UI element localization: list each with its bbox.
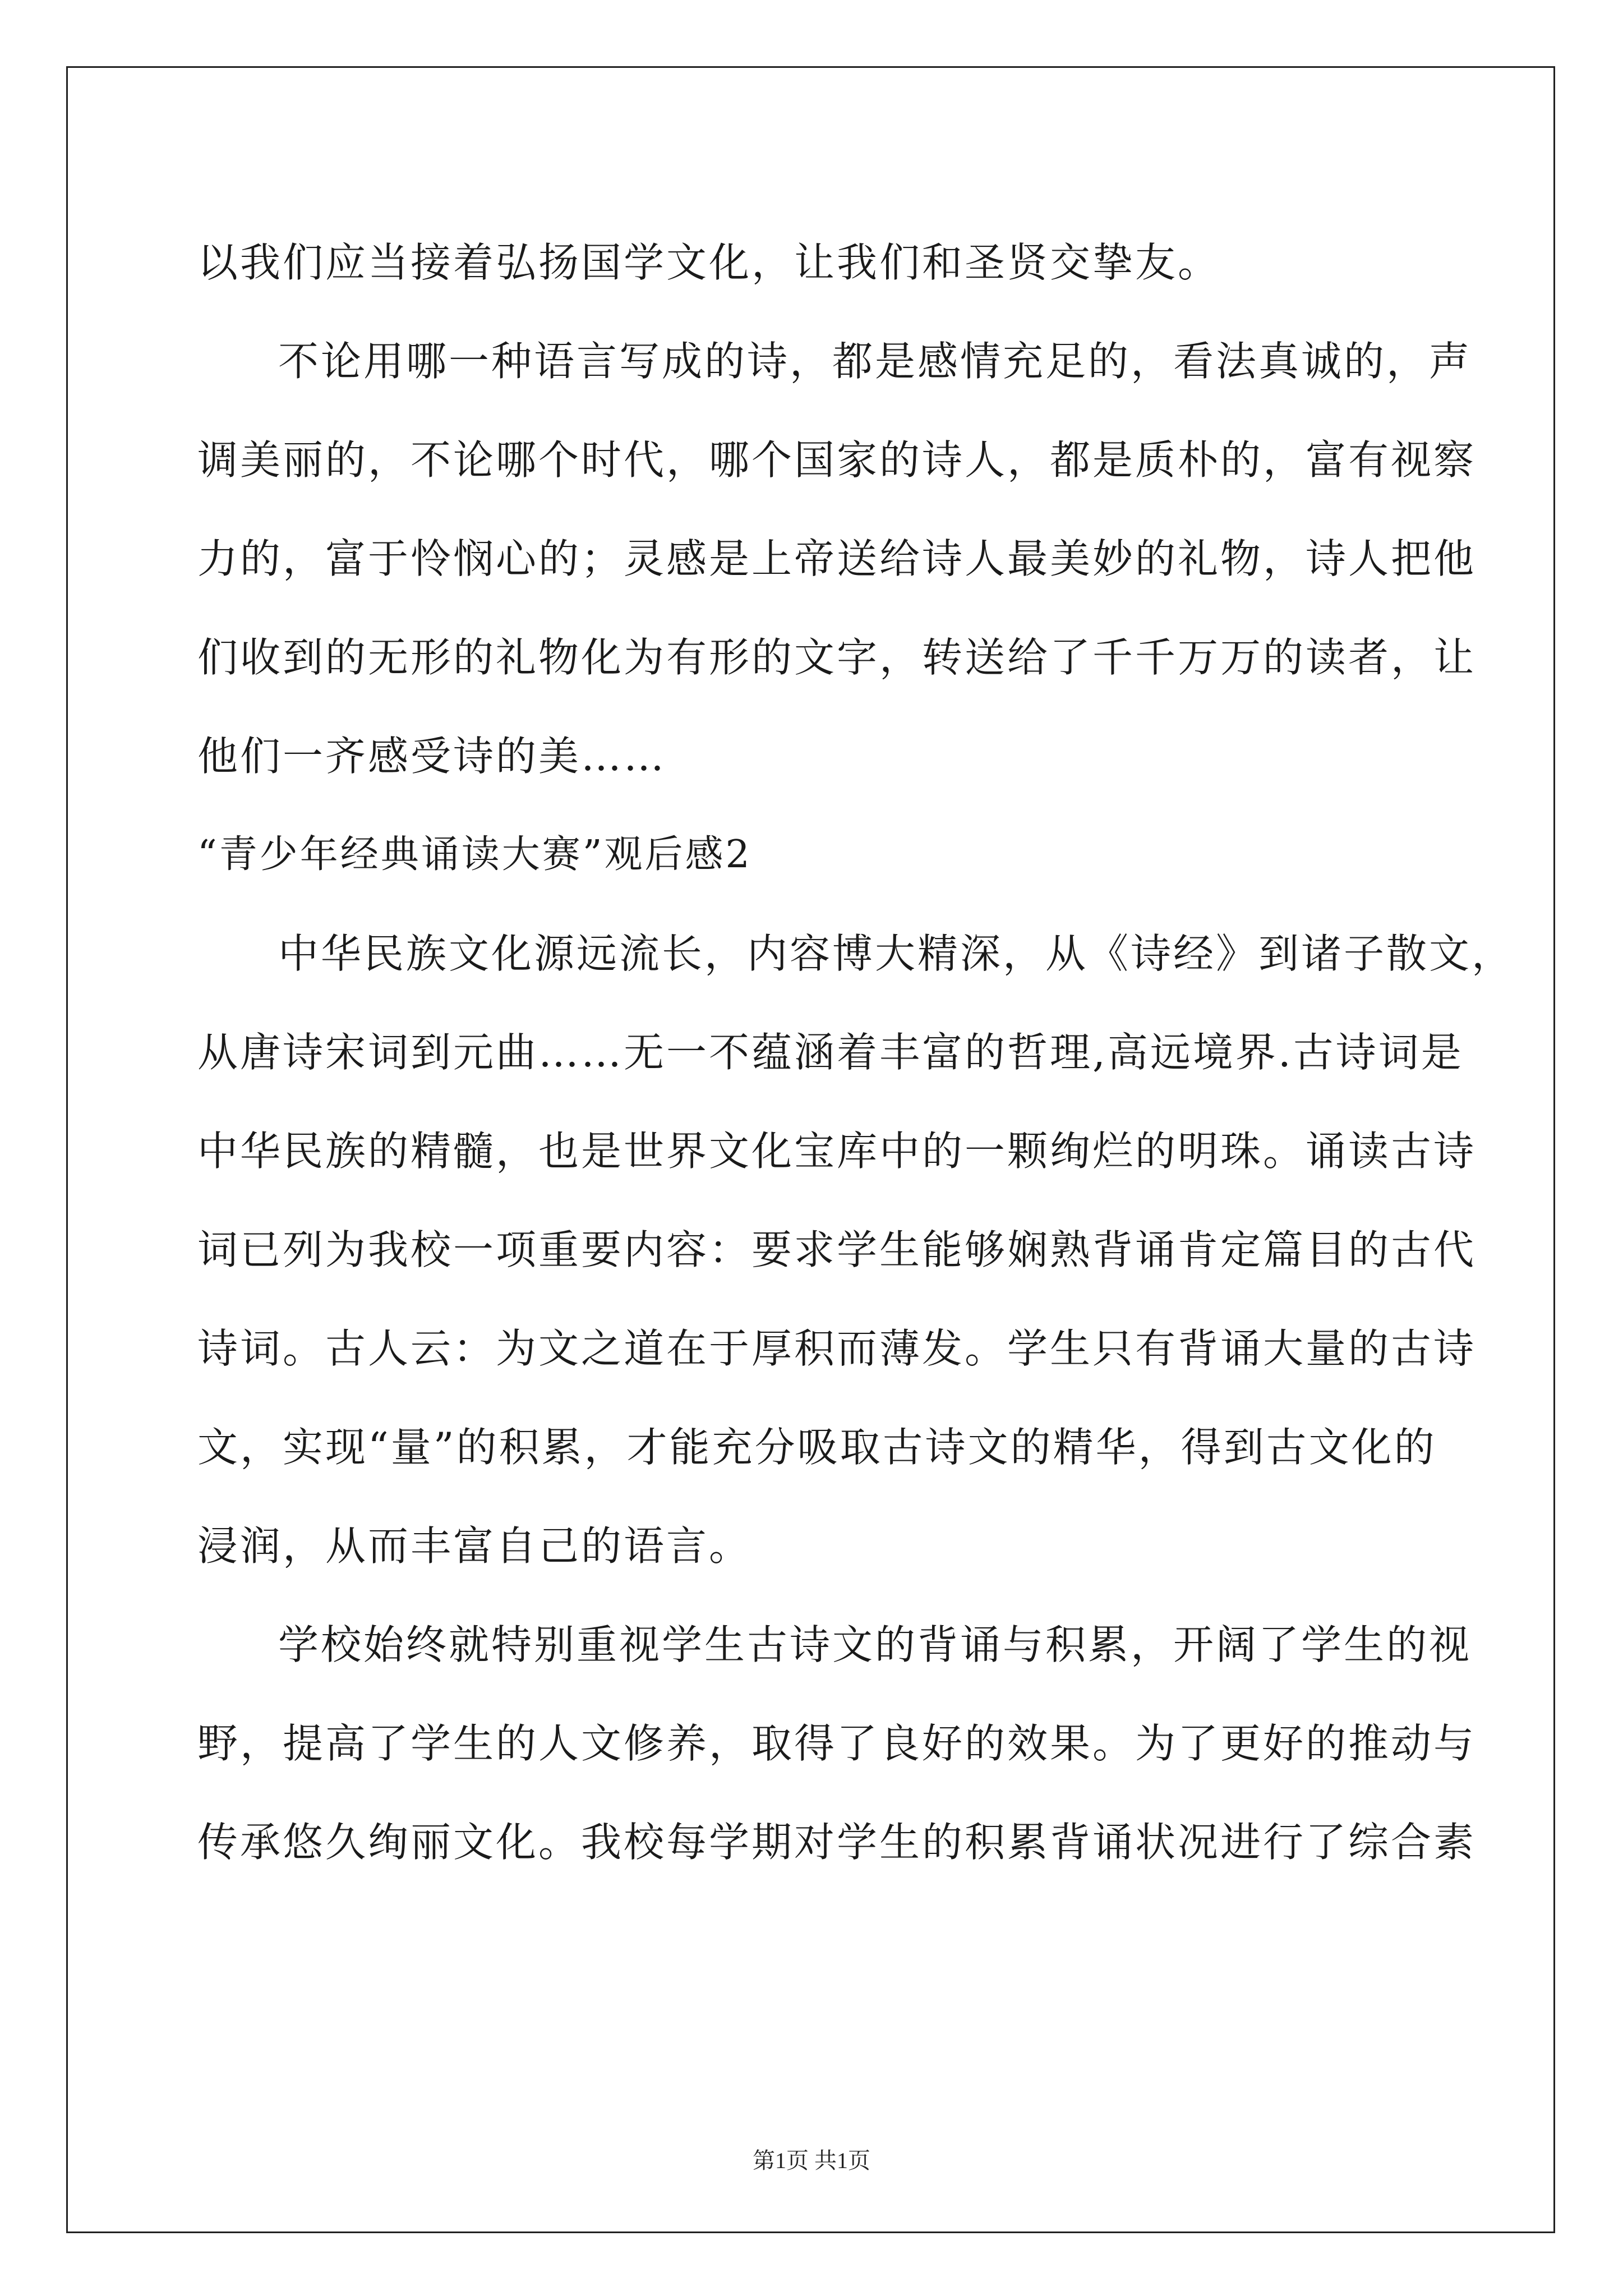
paragraph-line: 从唐诗宋词到元曲……无一不蕴涵着丰富的哲理,高远境界.古诗词是 [197,1029,1464,1076]
page-footer: 第1页 共1页 [753,2148,870,2173]
paragraph-line: 中华民族文化源远流长，内容博大精深，从《诗经》到诸子散文， [278,930,1515,977]
paragraph-line: 文，实现“量”的积累，才能充分吸取古诗文的精华，得到古文化的 [197,1424,1437,1471]
document-body [197,213,1515,1892]
section-heading: “青少年经典诵读大赛”观后感2 [197,832,752,877]
paragraph-line: 诗词。古人云：为文之道在于厚积而薄发。学生只有背诵大量的古诗 [197,1325,1477,1372]
paragraph-line: 学校始终就特别重视学生古诗文的背诵与积累，开阔了学生的视 [278,1621,1472,1668]
paragraph-line: 传承悠久绚丽文化。我校每学期对学生的积累背诵状况进行了综合素 [197,1819,1477,1866]
paragraph-line: 调美丽的，不论哪个时代，哪个国家的诗人，都是质朴的，富有视察 [197,436,1477,484]
paragraph-line: 力的，富于怜悯心的；灵感是上帝送给诗人最美妙的礼物，诗人把他 [197,535,1477,582]
paragraph-line: 以我们应当接着弘扬国学文化，让我们和圣贤交挚友。 [197,239,1221,286]
paragraph-line: 不论用哪一种语言写成的诗，都是感情充足的，看法真诚的，声 [278,338,1472,385]
paragraph-line: 他们一齐感受诗的美…… [197,733,667,780]
paragraph-line: 词已列为我校一项重要内容：要求学生能够娴熟背诵肯定篇目的古代 [197,1226,1477,1273]
paragraph-line: 野，提高了学生的人文修养，取得了良好的效果。为了更好的推动与 [197,1720,1477,1767]
paragraph-line: 们收到的无形的礼物化为有形的文字，转送给了千千万万的读者，让 [197,634,1477,681]
paragraph-line: 中华民族的精髓，也是世界文化宝库中的一颗绚烂的明珠。诵读古诗 [197,1128,1477,1175]
paragraph-line: 浸润，从而丰富自己的语言。 [197,1522,752,1570]
